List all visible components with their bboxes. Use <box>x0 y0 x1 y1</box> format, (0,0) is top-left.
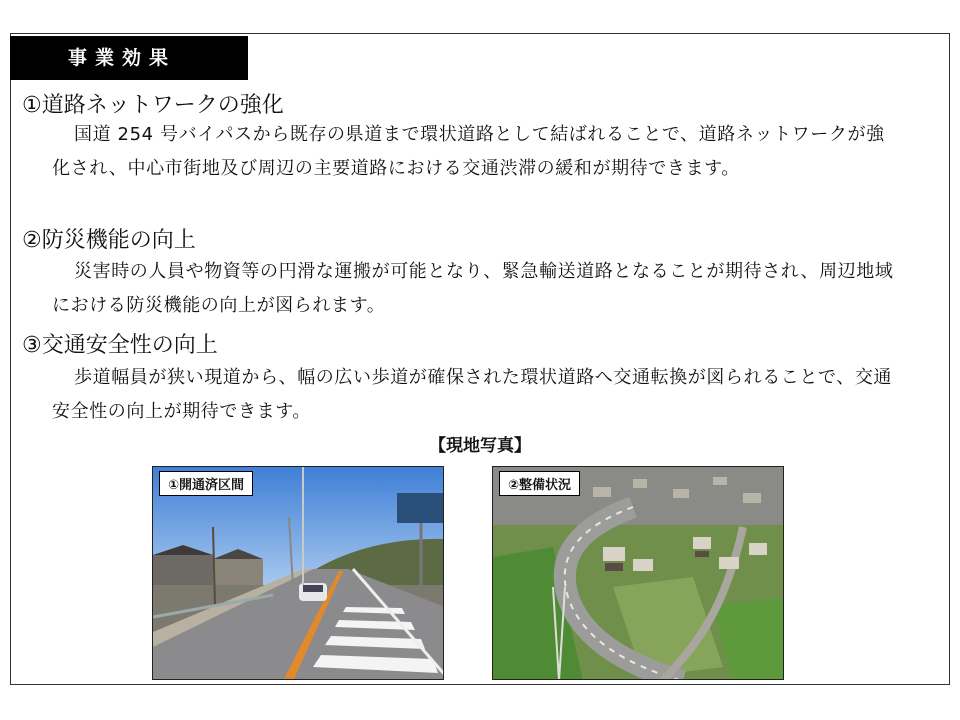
road-photo-image <box>153 467 444 680</box>
section-title-network: ①道路ネットワークの強化 <box>22 93 284 118</box>
photo-heading: 【現地写真】 <box>429 436 531 456</box>
photo-label-construction-status: ②整備状況 <box>499 471 580 496</box>
section-title-safety: ③交通安全性の向上 <box>22 333 218 358</box>
section-body-safety: 歩道幅員が狭い現道から、幅の広い歩道が確保された環状道路へ交通転換が図られることで、交通安全性の向上が期待できます。 <box>52 367 893 422</box>
section-body-network: 国道 254 号バイパスから既存の県道まで環状道路として結ばれることで、道路ネットワークが強化され、中心市街地及び周辺の主要道路における交通渋滞の緩和が期待できます。 <box>52 124 885 179</box>
aerial-photo-image <box>493 467 784 680</box>
photo-opened-section <box>152 466 444 680</box>
photo-construction-status <box>492 466 784 680</box>
photo-label-opened-section: ①開通済区間 <box>159 471 253 496</box>
page-title: 事業効果 <box>10 36 248 80</box>
section-body-disaster: 災害時の人員や物資等の円滑な運搬が可能となり、緊急輸送道路となることが期待され、周辺地域における防災機能の向上が図られます。 <box>52 261 894 316</box>
section-title-disaster: ②防災機能の向上 <box>22 228 196 253</box>
